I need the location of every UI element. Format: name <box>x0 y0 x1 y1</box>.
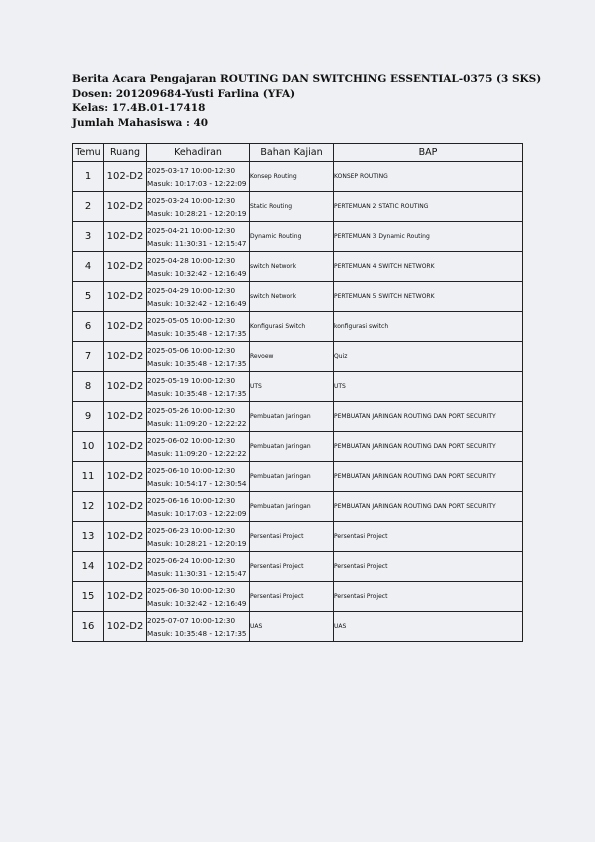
room-cell: 102-D2 <box>104 192 147 222</box>
room-cell: 102-D2 <box>104 462 147 492</box>
schedule-text: 2025-05-05 10:00-12:30 <box>147 315 236 325</box>
room-cell: 102-D2 <box>104 252 147 282</box>
topic-cell: UAS <box>250 612 334 642</box>
teaching-record-table <box>72 143 523 642</box>
column-header-meeting: Temu <box>73 144 104 162</box>
topic-cell: Dynamic Routing <box>250 222 334 252</box>
checkin-text: Masuk: 11:30:31 - 12:15:47 <box>147 568 247 578</box>
schedule-text: 2025-05-06 10:00-12:30 <box>147 345 236 355</box>
table-row <box>73 342 523 372</box>
room-cell: 102-D2 <box>104 402 147 432</box>
meeting-number: 14 <box>73 552 104 582</box>
attendance-cell <box>147 582 250 612</box>
student-count-line: Jumlah Mahasiswa : 40 <box>72 116 209 129</box>
schedule-text: 2025-07-07 10:00-12:30 <box>147 615 236 625</box>
topic-cell: Pembuatan Jaringan <box>250 462 334 492</box>
room-cell: 102-D2 <box>104 342 147 372</box>
document-header <box>72 72 541 130</box>
schedule-text: 2025-03-24 10:00-12:30 <box>147 195 236 205</box>
meeting-number: 13 <box>73 522 104 552</box>
checkin-text: Masuk: 10:54:17 - 12:30:54 <box>147 478 247 488</box>
checkin-text: Masuk: 11:09:20 - 12:22:22 <box>147 448 247 458</box>
schedule-text: 2025-04-29 10:00-12:30 <box>147 285 236 295</box>
checkin-text: Masuk: 10:32:42 - 12:16:49 <box>147 268 247 278</box>
column-header-attendance: Kehadiran <box>147 144 250 162</box>
bap-cell: konfigurasi switch <box>334 312 523 342</box>
checkin-text: Masuk: 10:35:48 - 12:17:35 <box>147 358 247 368</box>
checkin-text: Masuk: 10:32:42 - 12:16:49 <box>147 298 247 308</box>
table-row <box>73 252 523 282</box>
meeting-number: 8 <box>73 372 104 402</box>
room-cell: 102-D2 <box>104 492 147 522</box>
room-cell: 102-D2 <box>104 282 147 312</box>
bap-cell: Persentasi Project <box>334 582 523 612</box>
schedule-text: 2025-05-26 10:00-12:30 <box>147 405 236 415</box>
table-row <box>73 192 523 222</box>
bap-cell: Persentasi Project <box>334 552 523 582</box>
table-row <box>73 582 523 612</box>
attendance-cell <box>147 522 250 552</box>
checkin-text: Masuk: 11:30:31 - 12:15:47 <box>147 238 247 248</box>
table-row <box>73 222 523 252</box>
meeting-number: 15 <box>73 582 104 612</box>
attendance-cell <box>147 552 250 582</box>
checkin-text: Masuk: 10:17:03 - 12:22:09 <box>147 508 247 518</box>
table-row <box>73 402 523 432</box>
checkin-text: Masuk: 10:35:48 - 12:17:35 <box>147 388 247 398</box>
checkin-text: Masuk: 10:35:48 - 12:17:35 <box>147 328 247 338</box>
meeting-number: 1 <box>73 162 104 192</box>
schedule-text: 2025-05-19 10:00-12:30 <box>147 375 236 385</box>
topic-cell: Persentasi Project <box>250 552 334 582</box>
schedule-text: 2025-06-10 10:00-12:30 <box>147 465 236 475</box>
meeting-number: 3 <box>73 222 104 252</box>
schedule-text: 2025-06-02 10:00-12:30 <box>147 435 236 445</box>
checkin-text: Masuk: 10:35:48 - 12:17:35 <box>147 628 247 638</box>
table-row <box>73 522 523 552</box>
checkin-text: Masuk: 10:32:42 - 12:16:49 <box>147 598 247 608</box>
room-cell: 102-D2 <box>104 312 147 342</box>
topic-cell: Konfigurasi Switch <box>250 312 334 342</box>
attendance-cell <box>147 282 250 312</box>
attendance-cell <box>147 222 250 252</box>
room-cell: 102-D2 <box>104 612 147 642</box>
table-row <box>73 432 523 462</box>
room-cell: 102-D2 <box>104 432 147 462</box>
topic-cell: UTS <box>250 372 334 402</box>
bap-cell: PEMBUATAN JARINGAN ROUTING DAN PORT SECURITY <box>334 432 523 462</box>
table-row <box>73 162 523 192</box>
table-row <box>73 492 523 522</box>
bap-cell: PEMBUATAN JARINGAN ROUTING DAN PORT SECURITY <box>334 492 523 522</box>
schedule-text: 2025-06-16 10:00-12:30 <box>147 495 236 505</box>
class-line: Kelas: 17.4B.01-17418 <box>72 102 206 114</box>
lecturer-line: Dosen: 201209684-Yusti Farlina (YFA) <box>72 87 296 100</box>
topic-cell: switch Network <box>250 252 334 282</box>
schedule-text: 2025-06-24 10:00-12:30 <box>147 555 236 565</box>
bap-cell: PEMBUATAN JARINGAN ROUTING DAN PORT SECURITY <box>334 402 523 432</box>
meeting-number: 7 <box>73 342 104 372</box>
meeting-number: 16 <box>73 612 104 642</box>
bap-cell: PERTEMUAN 5 SWITCH NETWORK <box>334 282 523 312</box>
room-cell: 102-D2 <box>104 552 147 582</box>
room-cell: 102-D2 <box>104 162 147 192</box>
room-cell: 102-D2 <box>104 522 147 552</box>
table-row <box>73 462 523 492</box>
meeting-number: 9 <box>73 402 104 432</box>
column-header-room: Ruang <box>104 144 147 162</box>
schedule-text: 2025-06-30 10:00-12:30 <box>147 585 236 595</box>
schedule-text: 2025-04-21 10:00-12:30 <box>147 225 236 235</box>
attendance-cell <box>147 162 250 192</box>
attendance-cell <box>147 312 250 342</box>
checkin-text: Masuk: 10:28:21 - 12:20:19 <box>147 208 247 218</box>
attendance-cell <box>147 252 250 282</box>
topic-cell: Pembuatan Jaringan <box>250 492 334 522</box>
meeting-number: 10 <box>73 432 104 462</box>
topic-cell: Pembuatan Jaringan <box>250 402 334 432</box>
checkin-text: Masuk: 10:28:21 - 12:20:19 <box>147 538 247 548</box>
checkin-text: Masuk: 10:17:03 - 12:22:09 <box>147 178 247 188</box>
schedule-text: 2025-03-17 10:00-12:30 <box>147 165 236 175</box>
meeting-number: 5 <box>73 282 104 312</box>
bap-cell: UAS <box>334 612 523 642</box>
bap-cell: PERTEMUAN 2 STATIC ROUTING <box>334 192 523 222</box>
room-cell: 102-D2 <box>104 372 147 402</box>
topic-cell: Konsep Routing <box>250 162 334 192</box>
bap-cell: PERTEMUAN 3 Dynamic Routing <box>334 222 523 252</box>
attendance-cell <box>147 192 250 222</box>
attendance-cell <box>147 402 250 432</box>
attendance-cell <box>147 612 250 642</box>
meeting-number: 2 <box>73 192 104 222</box>
attendance-cell <box>147 492 250 522</box>
topic-cell: Pembuatan Jaringan <box>250 432 334 462</box>
document-title: Berita Acara Pengajaran ROUTING DAN SWITCHING ESSENTIAL-0375 (3 SKS) <box>72 73 542 85</box>
schedule-text: 2025-04-28 10:00-12:30 <box>147 255 236 265</box>
table-row <box>73 372 523 402</box>
meeting-number: 12 <box>73 492 104 522</box>
column-header-bap: BAP <box>334 144 523 162</box>
table-header-row <box>73 144 523 162</box>
column-header-topic: Bahan Kajian <box>250 144 334 162</box>
bap-cell: UTS <box>334 372 523 402</box>
room-cell: 102-D2 <box>104 222 147 252</box>
topic-cell: switch Network <box>250 282 334 312</box>
table-row <box>73 612 523 642</box>
attendance-cell <box>147 462 250 492</box>
table-row <box>73 312 523 342</box>
bap-cell: Quiz <box>334 342 523 372</box>
table-row <box>73 282 523 312</box>
bap-cell: PERTEMUAN 4 SWITCH NETWORK <box>334 252 523 282</box>
bap-cell: KONSEP ROUTING <box>334 162 523 192</box>
topic-cell: Static Routing <box>250 192 334 222</box>
table-row <box>73 552 523 582</box>
attendance-cell <box>147 432 250 462</box>
bap-cell: PEMBUATAN JARINGAN ROUTING DAN PORT SECURITY <box>334 462 523 492</box>
topic-cell: Revoew <box>250 342 334 372</box>
meeting-number: 4 <box>73 252 104 282</box>
bap-cell: Persentasi Project <box>334 522 523 552</box>
meeting-number: 6 <box>73 312 104 342</box>
topic-cell: Persentasi Project <box>250 582 334 612</box>
checkin-text: Masuk: 11:09:20 - 12:22:22 <box>147 418 247 428</box>
attendance-cell <box>147 372 250 402</box>
meeting-number: 11 <box>73 462 104 492</box>
schedule-text: 2025-06-23 10:00-12:30 <box>147 525 236 535</box>
topic-cell: Persentasi Project <box>250 522 334 552</box>
attendance-cell <box>147 342 250 372</box>
room-cell: 102-D2 <box>104 582 147 612</box>
